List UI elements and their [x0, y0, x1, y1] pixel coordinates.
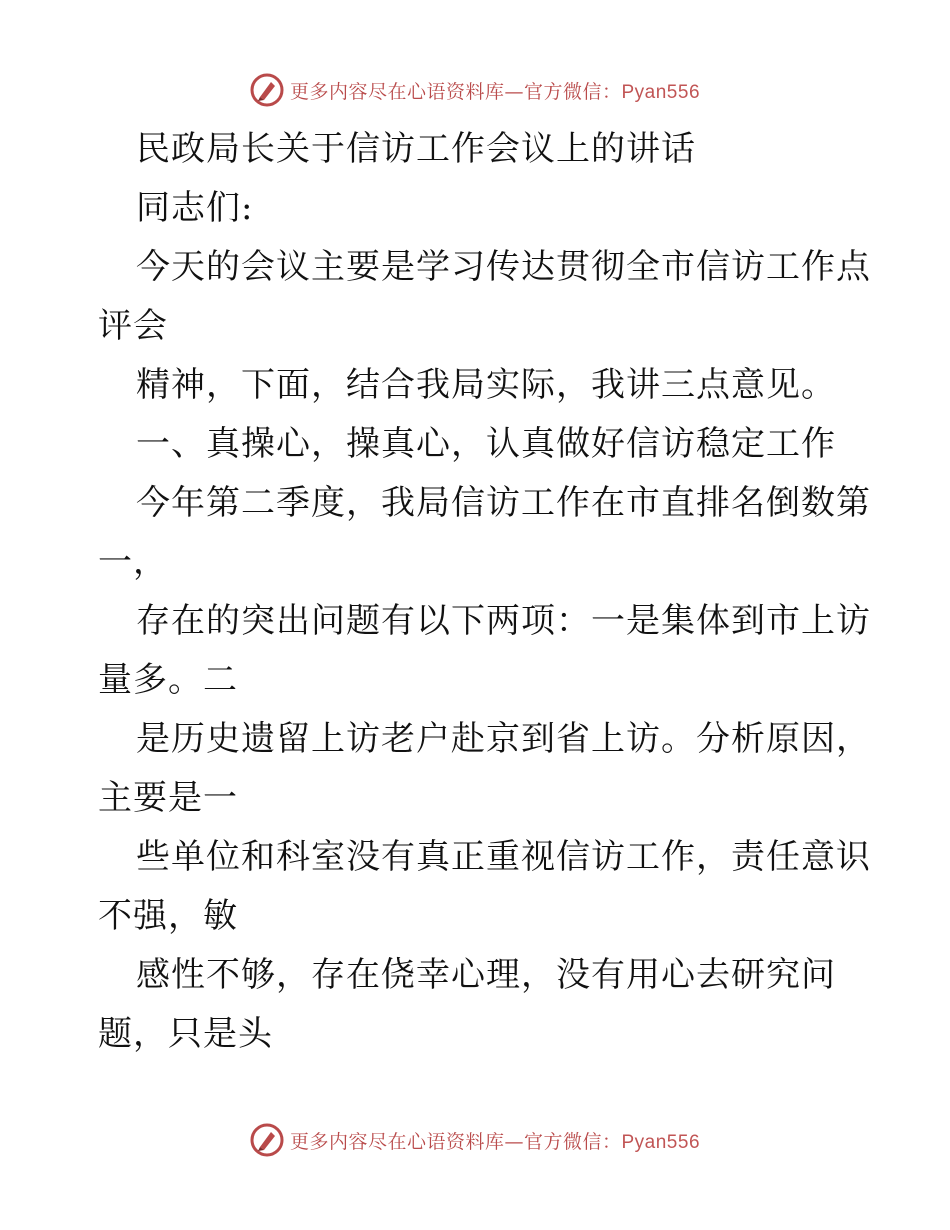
- paragraph-line: 量多。二: [98, 660, 238, 700]
- paragraph-line: 题，只是头: [98, 1014, 273, 1054]
- paragraph-line: 今年第二季度，我局信访工作在市直排名倒数第: [136, 483, 871, 523]
- paragraph-line: 些单位和科室没有真正重视信访工作，责任意识: [136, 837, 871, 877]
- footer-watermark: [0, 1120, 950, 1160]
- paragraph-line: 是历史遗留上访老户赴京到省上访。分析原因，: [136, 719, 871, 759]
- paragraph-line: 主要是一: [98, 778, 238, 818]
- paragraph-line: 感性不够，存在侥幸心理，没有用心去研究问: [136, 955, 836, 995]
- paragraph-line: 存在的突出问题有以下两项：一是集体到市上访: [136, 601, 871, 641]
- watermark-text: 更多内容尽在心语资料库—官方微信：Pyan556: [289, 1130, 701, 1153]
- paragraph-line: 一，: [98, 542, 168, 582]
- paragraph-line: 不强，敏: [98, 896, 238, 936]
- header-watermark: [0, 70, 950, 110]
- salutation: 同志们:: [136, 188, 254, 228]
- paragraph-line: 精神，下面，结合我局实际，我讲三点意见。: [136, 365, 836, 405]
- watermark-text: 更多内容尽在心语资料库—官方微信：Pyan556: [289, 80, 701, 103]
- paragraph-line: 今天的会议主要是学习传达贯彻全市信访工作点: [136, 247, 871, 287]
- paragraph-line: 评会: [98, 306, 168, 346]
- pen-logo-icon: [250, 1123, 284, 1157]
- document-title: 民政局长关于信访工作会议上的讲话: [136, 129, 696, 169]
- document-body: [98, 120, 871, 1064]
- pen-logo-icon: [250, 73, 284, 107]
- section-heading: 一、真操心，操真心，认真做好信访稳定工作: [136, 424, 836, 464]
